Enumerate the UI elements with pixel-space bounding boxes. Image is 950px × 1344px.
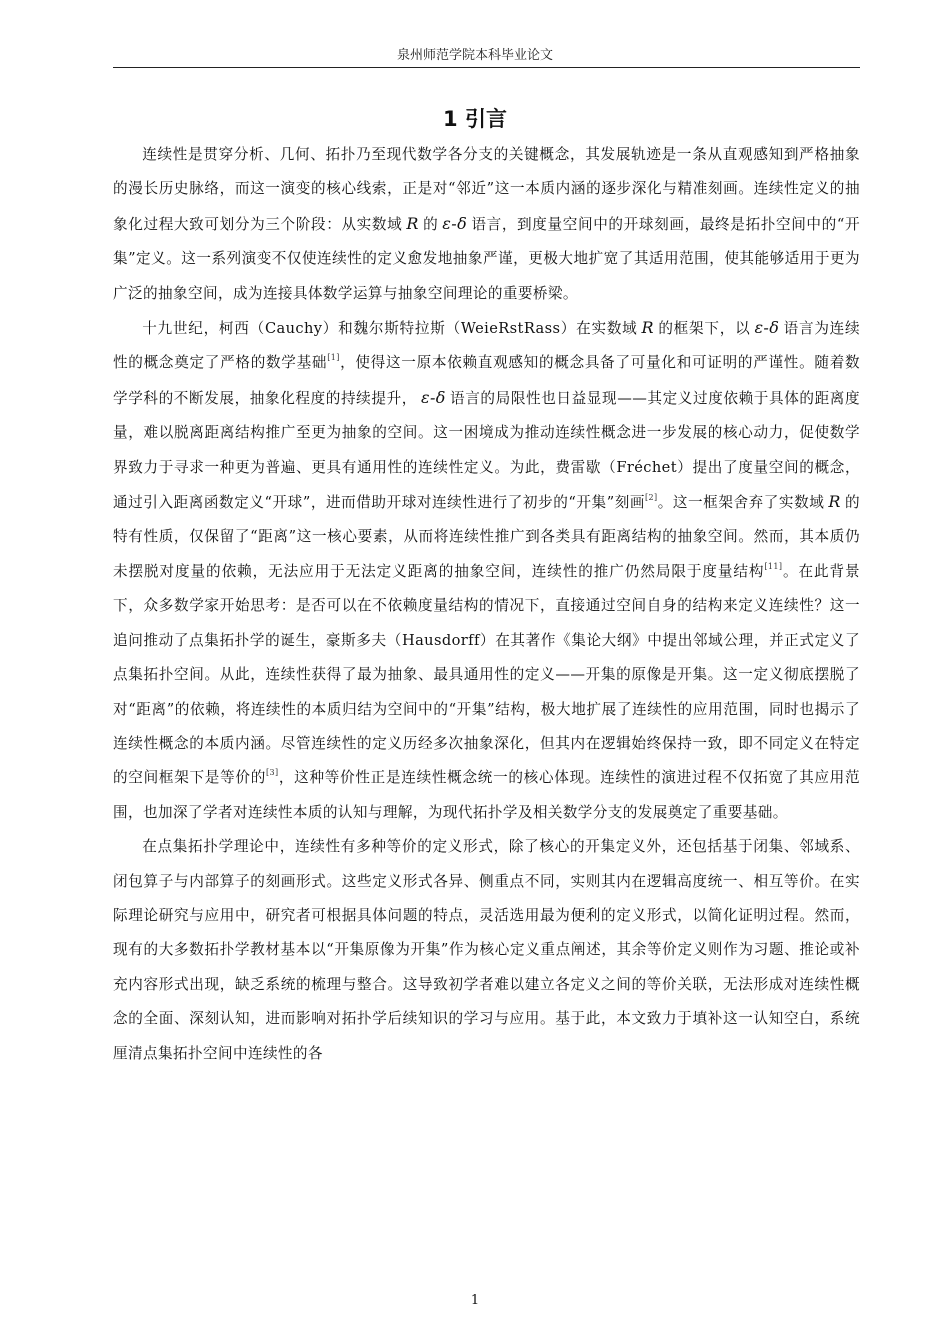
citation[interactable]: [1] [327,353,340,363]
text-run: ，这种等价性正是连续性概念统一的核心体现。连续性的演进过程不仅拓宽了其应用范围，也加深了学者对连续性本质的认知与理解，为现代拓扑学及相关数学分支的发展奠定了重要基础。 [113,769,860,821]
text-run: 语言为连续性的概念奠定了严格的数学基础 [113,320,861,372]
body-text [113,138,860,1071]
text-run: 连续性是贯穿分析、几何、拓扑乃至现代数学各分支的关键概念，其发展轨迹是一条从直观感知到严格抽象的漫长历史脉络，而这一演变的核心线索，正是对“邻近”这一本质内涵的逐步深化与精准刻画。连续性定义的抽象化过程大致可划分为三个阶段：从实数域 [113,146,860,233]
text-run: 的特有性质，仅保留了“距离”这一核心要素，从而将连续性推广到各类具有距离结构的抽象空间。然而，其本质仍未摆脱对度量的依赖，无法应用于无法定义距离的抽象空间，连续性的推广仍然局限于度量结构 [113,494,860,580]
running-header: 泉州师范学院本科毕业论文 [396,48,553,63]
section-heading: 1 引言 [443,107,507,131]
math-epsilon-delta: ε-δ [420,387,446,407]
citation[interactable]: [11] [764,561,783,571]
paragraph-1 [113,138,860,311]
math-epsilon-delta: ε-δ [442,213,468,233]
text-run: 的框架下，以 [657,320,751,338]
math-symbol-r: R [828,492,841,512]
text-run: 。在此背景下，众多数学家开始思考：是否可以在不依赖度量结构的情况下，直接通过空间自身的结构来定义连续性？这一追问推动了点集拓扑学的诞生，豪斯多夫（Hausdorff）在其著作《集论大纲》中提出邻域公理，并正式定义了点集拓扑空间。从此，连续性获得了最为抽象、最具通用性的定义——开集的原像是开集。这一定义彻底摆脱了对“距离”的依赖，将连续性的本质归结为空间中的“开集”结构，极大地扩展了连续性的应用范围，同时也揭示了连续性概念的本质内涵。尽管连续性的定义历经多次抽象深化，但其内在逻辑始终保持一致，即不同定义在特定的空间框架下是等价的 [113,562,860,787]
page-number: 1 [470,1293,480,1308]
header-divider [113,67,860,68]
text-run: 十九世纪，柯西（Cauchy）和魏尔斯特拉斯（WeieRstRass）在实数域 [142,320,638,338]
citation[interactable]: [2] [645,493,658,503]
text-run: ，使得这一原本依赖直观感知的概念具备了可量化和可证明的严谨性。随着数学学科的不断发展，抽象化程度的持续提升， [113,354,860,407]
citation[interactable]: [3] [266,768,279,778]
paragraph-3: 在点集拓扑学理论中，连续性有多种等价的定义形式，除了核心的开集定义外，还包括基于闭集、邻域系、闭包算子与内部算子的刻画形式。这些定义形式各异、侧重点不同，实则其内在逻辑高度统一、相互等价。在实际理论研究与应用中，研究者可根据具体问题的特点，灵活选用最为便利的定义形式，以简化证明过程。然而，现有的大多数拓扑学教材基本以“开集原像为开集”作为核心定义重点阐述，其余等价定义则作为习题、推论或补充内容形式出现，缺乏系统的梳理与整合。这导致初学者难以建立各定义之间的等价关联，无法形成对连续性概念的全面、深刻认知，进而影响对拓扑学后续知识的学习与应用。基于此，本文致力于填补这一认知空白，系统厘清点集拓扑空间中连续性的各 [113,838,860,1062]
math-symbol-r: R [641,318,654,338]
math-symbol-r: R [406,213,419,233]
text-run: 。这一框架舍弃了实数域 [657,494,825,512]
math-epsilon-delta: ε-δ [754,318,780,338]
paragraph-2 [113,311,860,830]
text-run: 语言，到度量空间中的开球刻画，最终是拓扑空间中的“开集”定义。这一系列演变不仅使连续性的定义愈发地抽象严谨，更极大地扩宽了其适用范围，使其能够适用于更为广泛的抽象空间，成为连接具体数学运算与抽象空间理论的重要桥梁。 [113,215,860,302]
text-run: 的 [422,215,439,233]
text-run: 语言的局限性也日益显现——其定义过度依赖于具体的距离度量，难以脱离距离结构推广至更为抽象的空间。这一困境成为推动连续性概念进一步发展的核心动力，促使数学界致力于寻求一种更为普遍、更具有通用性的连续性定义。为此，费雷歇（Fréchet）提出了度量空间的概念，通过引入距离函数定义“开球”，进而借助开球对连续性进行了初步的“开集”刻画 [113,389,860,512]
